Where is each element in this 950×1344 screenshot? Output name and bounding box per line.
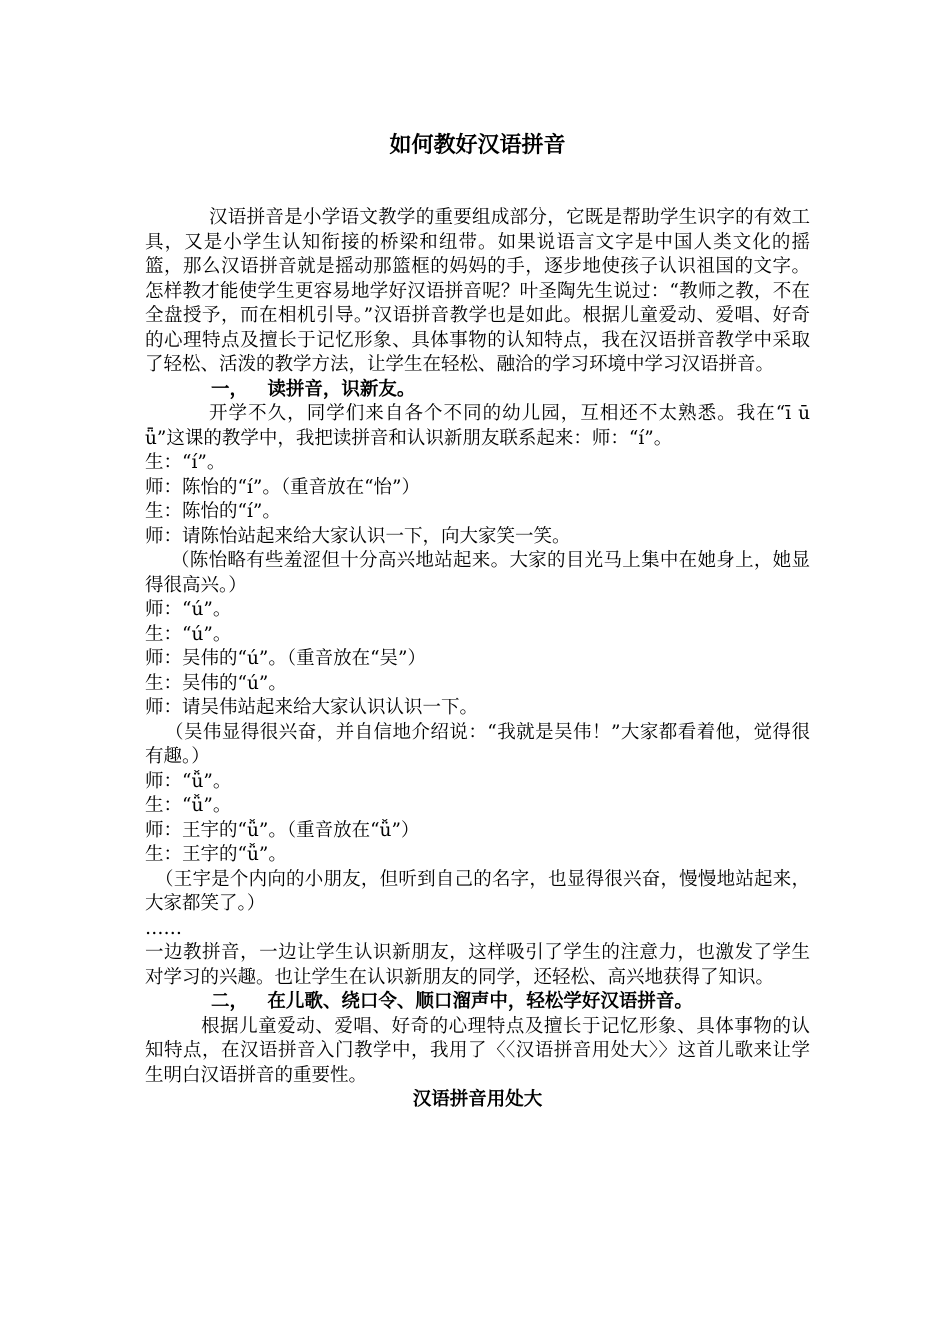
dialog-line: 生：“ú”。 <box>145 623 232 645</box>
dialog-line: 生：“í”。 <box>145 452 226 473</box>
section2-heading-num: 二， <box>211 991 249 1012</box>
ellipsis-line: …… <box>145 917 182 939</box>
dialog-line: 师：请吴伟站起来给大家认识认识一下。 <box>145 697 479 718</box>
section2-heading-text: 在儿歌、绕口令、顺口溜声中，轻松学好汉语拼音。 <box>267 991 693 1012</box>
dialog-line: 生：吴伟的“ú”。 <box>145 672 287 694</box>
dialog-line: 师：王宇的“ǚ”。（重音放在“ǚ”） <box>145 819 420 841</box>
narration-line: （陈怡略有些羞涩但十分高兴地站起来。大家的目光马上集中在她身上，她显得很高兴。） <box>145 550 810 596</box>
document-body <box>145 130 810 1113</box>
section1-heading-num: 一， <box>211 378 249 400</box>
dialog-line: 师：请陈怡站起来给大家认识一下，向大家笑一笑。 <box>145 525 571 547</box>
dialog-line: 师：“ǚ”。 <box>145 770 232 792</box>
document-title: 如何教好汉语拼音 <box>389 132 566 158</box>
dialog-line: 师：陈怡的“í”。（重音放在“怡”） <box>145 476 420 498</box>
intro-paragraph: 汉语拼音是小学语文教学的重要组成部分，它既是帮助学生识字的有效工具，又是小学生认知衔接的桥梁和纽带。如果说语言文字是中国人类文化的摇篮，那么汉语拼音就是摇动那篮框的妈妈的手，逐步地使孩子认识祖国的文字。怎样教才能使学生更容易地学好汉语拼音呢？叶圣陶先生说过：“教师之教，不在全盘授予，而在相机引导。”汉语拼音教学也是如此。根据儿童爱动、爱唱、好奇的心理特点及擅长于记忆形象、具体事物的认知特点，我在汉语拼音教学中采取了轻松、活泼的教学方法，让学生在轻松、融洽的学习环境中学习汉语拼音。 <box>145 207 810 375</box>
dialog-line: 生：王宇的“ǚ”。 <box>145 844 287 865</box>
dialog-line: 生：“ǚ”。 <box>145 795 232 816</box>
dialog-line: 开学不久，同学们来自各个不同的幼儿园，互相还不太熟悉。我在“ī ū ǖ”这课的教学中，我把读拼音和认识新朋友联系起来：师：“í”。 <box>145 403 810 449</box>
section2-heading <box>145 990 810 1015</box>
narration-line: （吴伟显得很兴奋，并自信地介绍说：“我就是吴伟！”大家都看着他，觉得很有趣。） <box>145 721 810 767</box>
section2-paragraph: 根据儿童爱动、爱唱、好奇的心理特点及擅长于记忆形象、具体事物的认知特点，在汉语拼音入门教学中，我用了〈〈汉语拼音用处大〉〉这首儿歌来让学生明白汉语拼音的重要性。 <box>145 1015 810 1086</box>
dialog-line: 师：“ú”。 <box>145 599 232 620</box>
summary-paragraph: 一边教拼音，一边让学生认识新朋友，这样吸引了学生的注意力，也激发了学生对学习的兴趣。也让学生在认识新朋友的同学，还轻松、高兴地获得了知识。 <box>145 942 810 988</box>
section1-heading <box>145 378 810 403</box>
section1-heading-text: 读拼音，识新友。 <box>267 378 416 400</box>
poem-title: 汉语拼音用处大 <box>412 1089 543 1110</box>
dialog-line: 师：吴伟的“ú”。（重音放在“吴”） <box>145 648 426 669</box>
narration-line: （王宇是个内向的小朋友，但听到自己的名字，也显得很兴奋，慢慢地站起来，大家都笑了。） <box>145 868 810 914</box>
dialog-line: 生：陈怡的“í”。 <box>145 501 281 522</box>
